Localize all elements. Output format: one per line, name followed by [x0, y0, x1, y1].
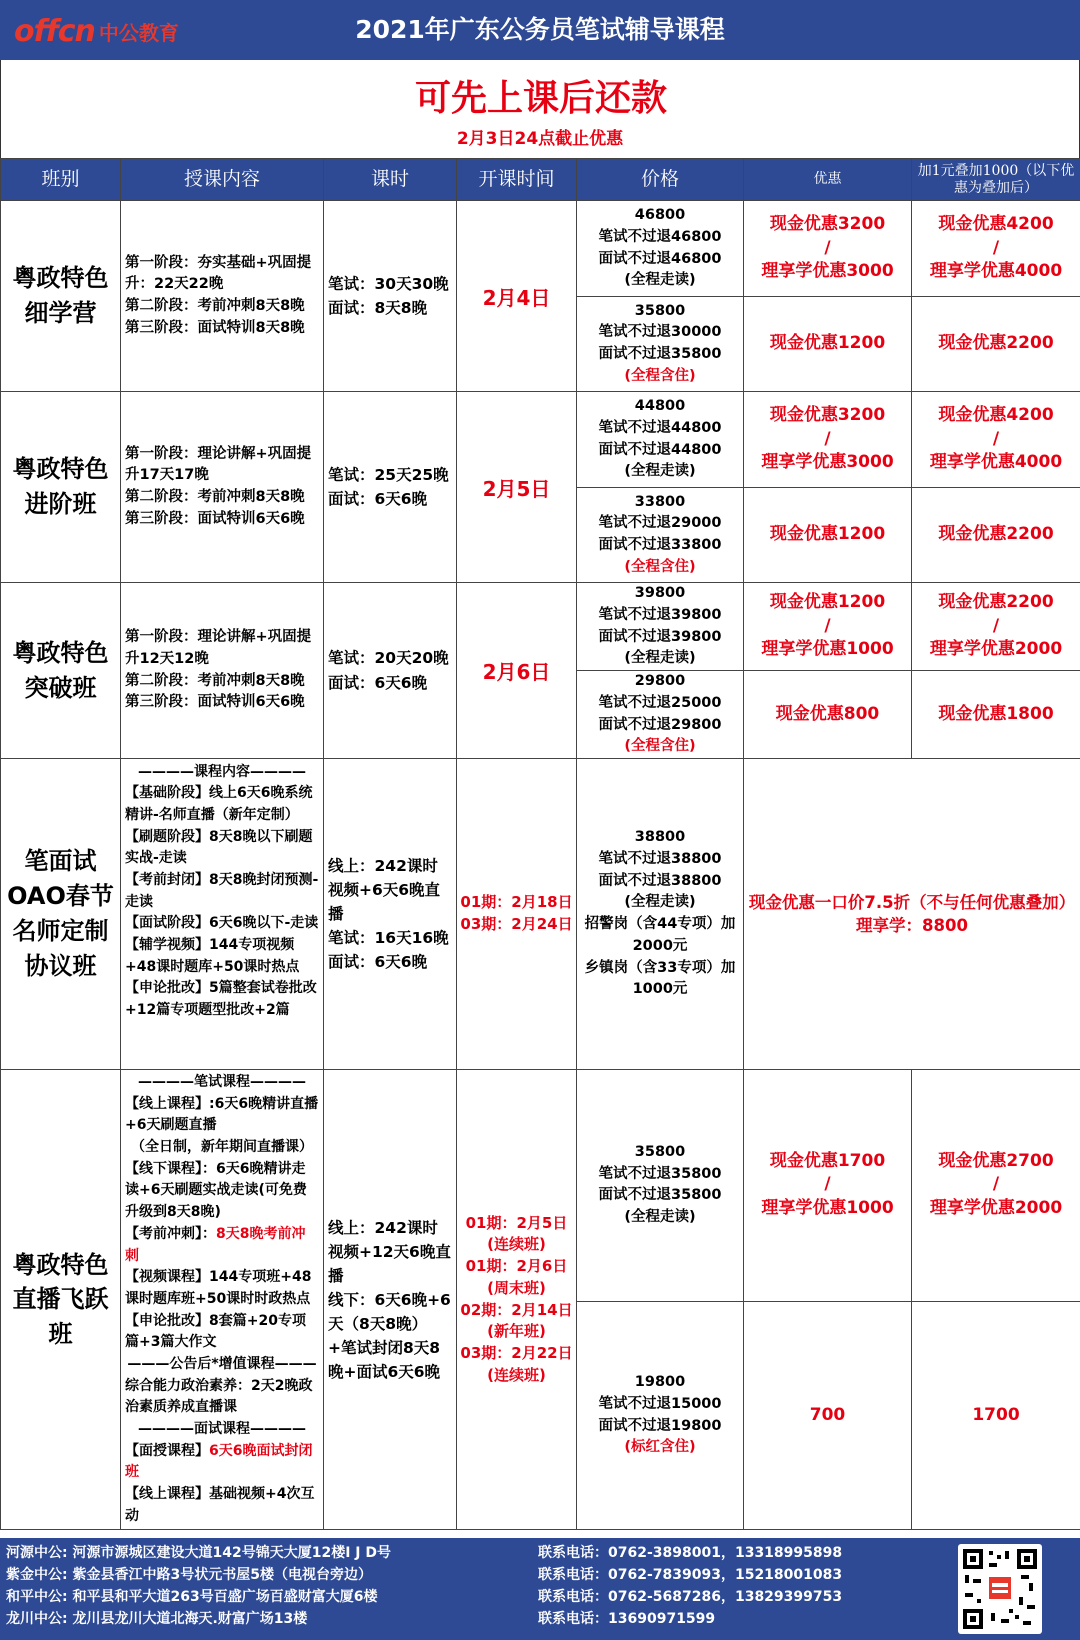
content-line: 第一阶段：理论讲解+巩固提升17天17晚 [125, 445, 312, 484]
price-line: 面试不过退29800 [598, 716, 722, 733]
content-line: ———公告后*增值课程——— [127, 1355, 317, 1372]
stack-line: 现金优惠2700 [938, 1150, 1054, 1171]
price-line: 面试不过退46800 [598, 250, 722, 267]
start-line: 03期：2月22日 [460, 1344, 573, 1363]
hours-cell [324, 1070, 457, 1530]
banner-title: 可先上课后还款 [414, 78, 667, 119]
discount-cell [744, 1070, 912, 1302]
center-address-text: 和平县和平大道263号百盛广场百盛财富大厦6楼 [72, 1589, 378, 1605]
start-line: 01期：2月6日 [465, 1257, 568, 1276]
price-line: 笔试不过退46800 [598, 228, 722, 245]
content-line: 【线上课程】:6天6晚精讲直播+6天刷题直播 [125, 1095, 319, 1134]
hours-line: 面试：6天6晚 [328, 673, 428, 692]
page-title: 2021年广东公务员笔试辅导课程 [355, 15, 725, 44]
center-name: 和平中公: [6, 1589, 68, 1605]
price-value: 33800 [634, 493, 686, 510]
content-line [125, 1441, 319, 1484]
stack-line: / [992, 237, 1000, 258]
discount-cell [744, 759, 1080, 1070]
content-line: 【辅学视频】144专项视频+48课时题库+50课时热点 [125, 937, 300, 975]
price-line: 招警岗（含44专项）加2000元 [584, 916, 736, 954]
price-cell [577, 201, 744, 297]
price-value: 38800 [634, 829, 686, 845]
price-cell [577, 671, 744, 759]
offcn-logo [14, 14, 179, 48]
start-date-cell [457, 759, 577, 1070]
price-line: 面试不过退39800 [598, 628, 722, 645]
center-address-text: 河源市源城区建设大道142号锦天大厦12楼I J D号 [72, 1545, 391, 1561]
discount-cell: 现金优惠1200 [744, 297, 912, 392]
content-clip [125, 762, 319, 1067]
start-line: 03期：2月24日 [460, 915, 573, 933]
center-phone: 联系电话：0762-3898001，13318995898 [538, 1545, 843, 1561]
footer-contacts [0, 1538, 1080, 1640]
start-date-cell: 2月5日 [457, 392, 577, 583]
center-phone: 联系电话：13690971599 [538, 1611, 716, 1627]
class-name-cell: 粤政特色突破班 [1, 583, 121, 759]
stack-line: 理享学优惠4000 [929, 452, 1063, 473]
banner-subtitle: 2月3日24点截止优惠 [456, 129, 624, 149]
price-cell [577, 759, 744, 1070]
price-line: 笔试不过退15000 [598, 1395, 722, 1412]
price-cell [577, 297, 744, 392]
price-cell [577, 1070, 744, 1302]
header-bar [0, 0, 1080, 60]
start-date-cell: 2月4日 [457, 201, 577, 392]
price-note: (全程走读) [624, 1209, 696, 1226]
hours-cell [324, 583, 457, 759]
center-address-text: 紫金县香江中路3号状元书屋5楼（电视台旁边） [72, 1567, 372, 1583]
price-value: 35800 [634, 302, 686, 319]
header-discount: 优惠 [744, 159, 912, 201]
price-line: 面试不过退35800 [598, 346, 722, 362]
stack-discount-cell [912, 392, 1080, 488]
price-line: 面试不过退35800 [598, 1187, 722, 1204]
hours-line: 线上：242课时视频+12天6晚直播 [328, 1218, 451, 1285]
logo-text: 中公教育 [98, 20, 179, 45]
content-line: 第一阶段：理论讲解+巩固提升12天12晚 [125, 629, 312, 667]
content-cell [121, 583, 324, 759]
discount-line: 现金优惠1200 [769, 591, 886, 612]
header-price: 价格 [577, 159, 744, 201]
content-line [125, 1224, 319, 1267]
discount-line: / [824, 615, 831, 636]
center-address [6, 1564, 372, 1586]
discount-line: 理享学优惠1000 [761, 1198, 894, 1219]
discount-line: 现金优惠1700 [769, 1150, 886, 1171]
price-note: (标红含住) [624, 1439, 696, 1456]
discount-line: 理享学优惠3000 [761, 452, 894, 473]
hours-line: 笔试：30天30晚 [328, 274, 449, 293]
class-name-cell: 笔面试OAO春节名师定制协议班 [1, 759, 121, 1070]
discount-cell: 现金优惠1200 [744, 488, 912, 583]
center-phone: 联系电话：0762-7839093，15218001083 [538, 1567, 843, 1583]
stack-line: / [992, 615, 1000, 636]
stack-discount-cell: 1700 [912, 1301, 1080, 1530]
content-line: 【线上课程】基础视频+4次互动 [125, 1486, 315, 1524]
stack-line: 理享学优惠2000 [929, 639, 1063, 660]
start-date-cell [457, 1070, 577, 1530]
price-value: 29800 [634, 673, 686, 689]
discount-line: / [824, 428, 831, 449]
header-content: 授课内容 [121, 159, 324, 201]
table-row [1, 583, 1080, 671]
stack-discount-cell: 现金优惠2200 [912, 297, 1080, 392]
hours-line: 面试：6天6晚 [328, 490, 428, 508]
price-line: 面试不过退19800 [598, 1417, 722, 1434]
stack-discount-cell: 现金优惠2200 [912, 488, 1080, 583]
class-name-cell: 粤政特色进阶班 [1, 392, 121, 583]
content-prefix: 【面授课程】 [125, 1442, 209, 1459]
content-line: 第一阶段：夯实基础+巩固提升：22天22晚 [125, 254, 312, 293]
stack-discount-cell [912, 201, 1080, 297]
discount-cell: 现金优惠800 [744, 671, 912, 759]
start-line: (连续班) [487, 1365, 546, 1384]
stack-line: 现金优惠4200 [938, 213, 1054, 234]
content-cell [121, 392, 324, 583]
price-line: 面试不过退44800 [598, 441, 722, 458]
stack-line: 现金优惠4200 [938, 404, 1054, 425]
hours-line: 笔试：25天25晚 [328, 465, 449, 484]
discount-cell [744, 583, 912, 671]
price-line: 面试不过退33800 [598, 537, 722, 553]
content-line: 第三阶段：面试特训8天8晚 [125, 319, 305, 336]
price-line: 笔试不过退44800 [598, 419, 722, 436]
content-cell [121, 201, 324, 392]
content-line: 第三阶段：面试特训6天6晚 [125, 694, 305, 711]
discount-line: 理享学优惠3000 [761, 261, 894, 282]
content-line: 综合能力政治素养：2天2晚政治素质养成直播课 [125, 1377, 313, 1416]
price-note: (全程走读) [624, 463, 696, 480]
hours-line: 笔试：16天16晚 [328, 929, 449, 947]
price-line: 面试不过退38800 [598, 872, 722, 889]
stack-line: 理享学优惠2000 [929, 1198, 1063, 1219]
content-line: ————笔试课程———— [138, 1074, 306, 1090]
price-line: 笔试不过退29000 [598, 515, 722, 532]
content-highlight: 6天6晚面试封闭班 [125, 1442, 313, 1481]
logo-mark: offcn [14, 13, 95, 49]
content-cell [121, 759, 324, 1070]
header-hours: 课时 [324, 159, 457, 201]
price-value: 35800 [634, 1143, 686, 1160]
content-prefix: 【考前冲刺】： [125, 1225, 216, 1242]
stack-line: 现金优惠2200 [938, 591, 1054, 612]
center-address [6, 1608, 307, 1630]
price-cell [577, 392, 744, 488]
center-name: 河源中公: [6, 1545, 68, 1561]
center-address [6, 1542, 391, 1564]
price-cell [577, 1301, 744, 1530]
price-note: (全程含住) [624, 558, 696, 575]
price-line: 笔试不过退39800 [598, 606, 722, 623]
content-cell [121, 1070, 324, 1530]
price-note: (全程走读) [624, 272, 696, 289]
stack-line: / [992, 428, 1000, 449]
hours-line: 线上：242课时视频+6天6晚直播 [328, 856, 441, 923]
hours-cell [324, 392, 457, 583]
content-line: ————课程内容———— [138, 763, 306, 780]
hours-line: 笔试：20天20晚 [328, 649, 449, 668]
price-line: 笔试不过退25000 [598, 694, 722, 711]
start-line: (新年班) [487, 1322, 546, 1341]
discount-line: / [824, 237, 831, 258]
price-note: (全程含住) [624, 738, 696, 755]
content-line: （全日制，新年期间直播课） [131, 1139, 313, 1156]
discount-line: 理享学优惠1000 [761, 639, 894, 660]
content-line: 【刷题阶段】8天8晚以下刷题实战-走读 [125, 828, 313, 867]
discount-line: / [824, 1174, 831, 1195]
price-note: (全程走读) [624, 894, 696, 911]
discount-line: 现金优惠3200 [769, 213, 886, 234]
content-line: 第二阶段：考前冲刺8天8晚 [125, 672, 305, 689]
header-start: 开课时间 [457, 159, 577, 201]
stack-discount-cell [912, 1070, 1080, 1302]
class-name-cell: 粤政特色细学营 [1, 201, 121, 392]
price-value: 19800 [634, 1374, 686, 1391]
price-note: (全程含住) [624, 367, 696, 384]
discount-cell: 700 [744, 1301, 912, 1530]
price-line: 笔试不过退35800 [598, 1165, 722, 1182]
price-cell [577, 583, 744, 671]
price-line: 乡镇岗（含33专项）加1000元 [584, 959, 736, 998]
start-date-cell: 2月6日 [457, 583, 577, 759]
hours-cell [324, 201, 457, 392]
discount-line: 现金优惠3200 [769, 404, 886, 425]
content-line: 【考前封闭】8天8晚封闭预测-走读 [125, 871, 319, 910]
content-line: 第二阶段：考前冲刺8天8晚 [125, 489, 305, 505]
content-line: 【申论批改】8套篇+20专项篇+3篇大作文 [125, 1312, 306, 1351]
class-name-cell: 粤政特色直播飞跃班 [1, 1070, 121, 1530]
content-line: 【视频课程】144专项班+48课时题库班+50课时时政热点 [125, 1269, 312, 1307]
center-address [6, 1586, 377, 1608]
stack-line: / [992, 1174, 1000, 1195]
qr-code-graphic [963, 1549, 1037, 1629]
discount-cell [744, 392, 912, 488]
content-line: 第三阶段：面试特训6天6晚 [125, 510, 305, 527]
center-phone: 联系电话：0762-5687286，13829399753 [538, 1589, 843, 1605]
table-header-row [1, 159, 1080, 201]
content-line: 第二阶段：考前冲刺8天8晚 [125, 298, 305, 314]
discount-line: 现金优惠一口价7.5折（不与任何优惠叠加） [748, 892, 1076, 912]
content-highlight: 8天8晚考前冲刺 [125, 1225, 306, 1264]
hours-line: 线下：6天6晚+6天（8天8晚）+笔试封闭8天8晚+面试6天6晚 [328, 1290, 451, 1381]
center-name: 紫金中公: [6, 1567, 68, 1583]
discount-cell [744, 201, 912, 297]
hours-cell [324, 759, 457, 1070]
table-row [1, 201, 1080, 297]
start-line: 01期：2月5日 [465, 1213, 568, 1232]
qr-code-icon [958, 1544, 1042, 1634]
stack-line: 理享学优惠4000 [929, 261, 1063, 282]
stack-discount-cell: 现金优惠1800 [912, 671, 1080, 759]
price-note: (全程走读) [624, 650, 696, 667]
price-line: 笔试不过退30000 [598, 324, 722, 341]
center-name: 龙川中公: [6, 1611, 68, 1627]
center-address-text: 龙川县龙川大道北海天.财富广场13楼 [72, 1611, 308, 1627]
start-line: 02期：2月14日 [460, 1300, 573, 1319]
start-line: (连续班) [487, 1235, 546, 1254]
table-row [1, 1070, 1080, 1302]
content-line: 【面试阶段】6天6晚以下-走读 [125, 915, 319, 932]
content-line: 【基础阶段】线上6天6晚系统精讲-名师直播（新年定制） [125, 785, 313, 823]
header-class: 班别 [1, 159, 121, 201]
price-line: 笔试不过退38800 [598, 850, 722, 867]
content-line: 【线下课程】：6天6晚精讲走读+6天刷题实战走读(可免费升级到8天8晚) [125, 1160, 307, 1221]
discount-line: 理享学：8800 [856, 916, 968, 935]
price-cell [577, 488, 744, 583]
stack-discount-cell [912, 583, 1080, 671]
course-table [0, 158, 1080, 1530]
hours-line: 面试：6天6晚 [328, 953, 428, 972]
content-line: 【申论批改】5篇整套试卷批改+12篇专项题型批改+2篇 [125, 980, 317, 1019]
table-row [1, 759, 1080, 1070]
table-row [1, 392, 1080, 488]
price-value: 39800 [634, 585, 686, 601]
content-line: ————面试课程———— [138, 1421, 306, 1437]
price-value: 44800 [634, 398, 686, 414]
start-line: (周末班) [487, 1278, 546, 1297]
price-value: 46800 [634, 207, 686, 223]
hours-line: 面试：8天8晚 [328, 299, 428, 317]
header-stack: 加1元叠加1000（以下优惠为叠加后） [912, 159, 1080, 201]
start-line: 01期：2月18日 [460, 893, 573, 912]
